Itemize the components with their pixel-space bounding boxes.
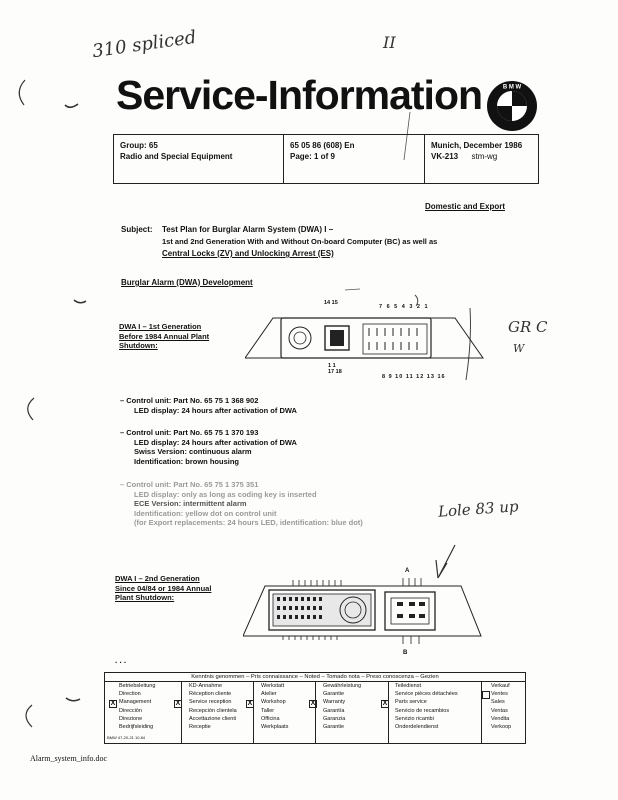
ack-col2-item-4: Recepción clientela (189, 707, 237, 714)
ack-col3-item-1: Werkstatt (261, 683, 285, 689)
ack-col-parts-service (395, 682, 458, 731)
ack-col2-item-5: Accettazione clienti (189, 715, 237, 722)
gen1-bottom-pins-right: 8 9 10 11 12 13 16 (382, 374, 446, 380)
gen1-bottom-pins-left (328, 363, 342, 375)
ack-col5-item-5: Servizio ricambi (395, 715, 434, 722)
gen1-bottom-pins-left-2: 17 18 (328, 369, 342, 375)
gen2-connector-diagram (243, 578, 483, 648)
control-unit-1-line-1: LED display: 24 hours after activation of DWA (134, 405, 297, 415)
gen2-heading-line-2: Since 04/84 or 1984 Annual (115, 583, 212, 593)
handwritten-note-top: 310 spliced (91, 26, 198, 63)
footer-filename: Alarm_system_info.doc (30, 754, 108, 763)
gen1-heading (119, 322, 209, 351)
gen1-heading-line-3: Shutdown: (119, 341, 158, 350)
dots-mark: . . . (115, 656, 127, 665)
gen2-label-b: B (403, 650, 408, 656)
ack-checkbox-sales[interactable] (482, 691, 490, 699)
subject-line-1: Test Plan for Burglar Alarm System (DWA) I – (162, 225, 334, 234)
document-title: Service-Information (116, 72, 483, 118)
control-unit-1-part-text: Control unit: Part No. 65 75 1 368 902 (126, 396, 259, 405)
handwritten-note-right-2: W (513, 342, 525, 355)
control-unit-2-part: – Control unit: Part No. 65 75 1 370 193 (120, 428, 259, 437)
gen2-heading-line-3: Plant Shutdown: (115, 593, 175, 602)
control-unit-3-line-4: (for Export replacements: 24 hours LED, identification: blue dot) (134, 518, 363, 527)
subject-line-2: 1st and 2nd Generation With and Without On-board Computer (BC) as well as (162, 237, 438, 246)
ack-col-workshop (261, 682, 288, 731)
doc-number-cell (284, 135, 424, 183)
acknowledgement-table (104, 672, 526, 744)
ack-col5-item-2: Service pièces détachées (395, 691, 458, 698)
gen2-heading-line-1: DWA I – 2nd Generation (115, 574, 200, 583)
ack-col2-item-2: Réception cliente (189, 691, 232, 698)
ack-col4-item-2: Garantie (323, 691, 345, 698)
ack-col-sales (491, 682, 511, 731)
control-unit-2-part-text: Control unit: Part No. 65 75 1 370 193 (126, 428, 259, 437)
ack-col2-item-3: Service reception (189, 699, 232, 706)
ref-line (431, 151, 532, 162)
control-unit-2-line-3: Identification: brown housing (134, 456, 239, 466)
control-unit-2-line-2: Swiss Version: continuous alarm (134, 447, 252, 456)
ack-checkbox-management[interactable]: X (110, 700, 116, 707)
ack-col1-item-4: Dirección (119, 707, 142, 714)
ack-col5-item-3: Parts service (395, 699, 427, 706)
ack-col-warranty (323, 682, 361, 731)
ack-col1-item-5: Direzione (119, 715, 143, 722)
ref-code: VK-213 (431, 152, 459, 161)
group-name: Radio and Special Equipment (120, 152, 233, 161)
subject-label: Subject: (121, 225, 153, 234)
ack-col4-item-3: Warranty (323, 699, 346, 706)
gen1-top-pins-right: 7 6 5 4 3 2 1 (379, 304, 430, 310)
ack-col1-item-3: Management (119, 699, 152, 706)
ack-col3-item-2: Atelier (261, 691, 277, 698)
ack-col-service-reception (189, 682, 237, 731)
ack-col6-item-6: Verkoop (491, 724, 512, 731)
handwritten-mark-top: II (383, 33, 396, 52)
section-heading: Burglar Alarm (DWA) Development (121, 278, 253, 287)
gen1-top-pins-left: 14 15 (324, 300, 338, 306)
ack-col5-item-1: Teiledienst (395, 683, 421, 689)
control-unit-2-line-1: LED display: 24 hours after activation of DWA (134, 437, 297, 447)
control-unit-3-line-1: LED display: only as long as coding key is inserted (134, 489, 317, 499)
gen1-connector-diagram (245, 312, 485, 374)
ack-checkbox-warranty[interactable]: X (310, 700, 316, 707)
ack-col4-item-4: Garantía (323, 707, 345, 714)
svg-text:B M W: B M W (502, 84, 522, 91)
control-unit-3 (120, 480, 363, 528)
ack-col2-item-6: Receptie (189, 724, 211, 731)
header-table (113, 134, 539, 184)
distribution-label: Domestic and Export (425, 202, 506, 211)
control-unit-3-part-text: Control unit: Part No. 65 75 1 375 351 (126, 480, 259, 489)
handwritten-note-right: GR C (508, 318, 548, 336)
ack-col3-item-3: Workshop (261, 699, 286, 706)
ack-checkbox-service-reception[interactable]: X (175, 700, 181, 707)
gen1-heading-line-1: DWA I – 1st Generation (119, 322, 202, 331)
ack-col-management (119, 682, 155, 731)
ack-col4-item-5: Garanzia (323, 715, 346, 722)
ack-checkbox-workshop[interactable]: X (247, 700, 253, 707)
ack-col3-item-5: Officina (261, 715, 280, 722)
group-cell (114, 135, 284, 183)
ack-col5-item-6: Onderdelendienst (395, 724, 439, 731)
bmw-logo-icon (486, 80, 538, 132)
location-date: Munich, December 1986 (431, 141, 523, 150)
ack-col6-item-3: Sales (491, 699, 505, 706)
ack-col4-item-6: Garantie (323, 724, 345, 731)
ack-col6-item-5: Vendita (491, 715, 510, 722)
control-unit-3-line-3: Identification: yellow dot on control unit (134, 508, 277, 518)
control-unit-1-part: – Control unit: Part No. 65 75 1 368 902 (120, 396, 259, 405)
control-unit-3-part: – Control unit: Part No. 65 75 1 375 351 (120, 480, 259, 489)
control-unit-2 (120, 428, 297, 466)
date-cell (424, 135, 538, 183)
ack-col3-item-6: Werkplaats (261, 724, 289, 731)
ack-col2-item-1: KD-Annahme (189, 683, 223, 689)
ack-col1-item-6: Bedrijfsleiding (119, 724, 154, 731)
subject-line-3: Central Locks (ZV) and Unlocking Arrest (ES) (162, 249, 334, 258)
handwritten-note-right-3: Lole 83 up (437, 497, 520, 521)
ack-col4-item-1: Gewährleistung (323, 683, 362, 689)
ack-col6-item-2: Ventes (491, 691, 508, 698)
ack-col6-item-1: Verkauf (491, 683, 510, 689)
gen1-heading-line-2: Before 1984 Annual Plant (119, 331, 210, 341)
ack-checkbox-parts-service[interactable]: X (382, 700, 388, 707)
control-unit-1 (120, 396, 297, 415)
group-label: Group: 65 (120, 141, 158, 150)
ack-col1-item-1: Betriebsleitung (119, 683, 156, 689)
gen1-bottom-pins-left-1: 1 1 (328, 363, 336, 369)
form-code: BMW 47-20-21 10.84 (107, 735, 146, 740)
page-number: Page: 1 of 9 (290, 152, 335, 161)
ack-col1-item-2: Direction (119, 691, 141, 698)
ack-table-header: Kenntnis genommen – Pris connaissance – Noted – Tomado nota – Preso conoscenza – Gezien (105, 673, 525, 682)
gen2-heading (115, 574, 211, 603)
ack-col3-item-4: Taller (261, 707, 275, 714)
control-unit-3-line-2: ECE Version: intermittent alarm (134, 499, 247, 508)
initials: stm-wg (471, 152, 498, 161)
doc-number: 65 05 86 (608) En (290, 141, 355, 150)
ack-col5-item-4: Servicio de recambios (395, 707, 450, 714)
gen2-label-a: A (405, 568, 410, 574)
ack-col6-item-4: Ventas (491, 707, 508, 714)
